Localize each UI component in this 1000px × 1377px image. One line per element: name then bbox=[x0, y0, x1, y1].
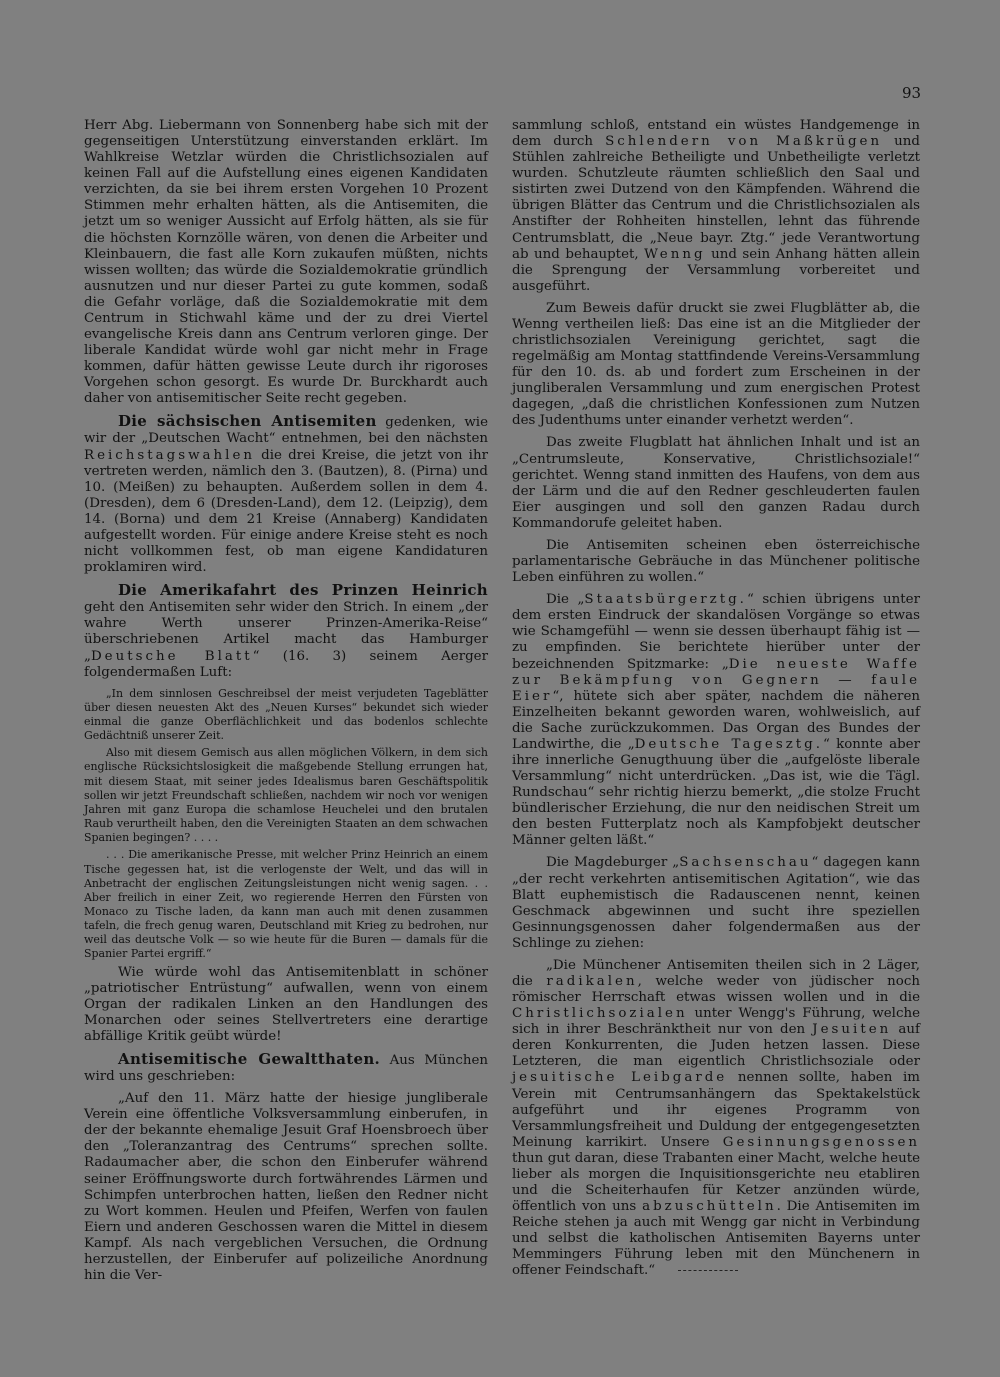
paragraph-prince-heinrich: Die Amerikafahrt des Prinzen Heinrich geht den Antisemiten sehr wider den Strich. In einem „der wahre Werth unserer Prinzen-Amerika-Reise“ überschriebenen Artikel macht das Hamburger „Deutsche Blatt“ (16. 3) seinem Aerger folgendermaßen Luft: bbox=[84, 581, 488, 680]
paragraph-austrian-customs: Die Antisemiten scheinen eben österreichische parlamentarische Gebräuche in das Münchener politische Leben einführen zu wollen.“ bbox=[512, 537, 920, 586]
paragraph-munich-antisemites: „Die Münchener Antisemiten theilen sich in 2 Läger, die radikalen, welche weder von jüdischer noch römischer Herrschaft etwas wissen wollen und in die Christlichsozialen unter Wengg's Führung, welche sich in ihrer Beschränktheit nur von den Jesuiten auf deren Konkurrenten, die Juden hetzen lassen. Diese Letzteren, die man eigentlich Christlichsoziale oder jesuitische Leibgarde nennen sollte, haben im Verein mit Centrumsanhängern das Spektakelstück aufgeführt und ihr eigenes Programm von Versammlungsfreiheit und Duldung der entgegengesetzten Meinung karrikirt. Unsere Gesinnungsgenossen thun gut daran, diese Trabanten einer Macht, welche heute lieber als morgen die Inquisitionsgerichte neu etabliren und die Scheiterhaufen für Ketzer anzünden würde, öffentlich von uns abzuschütteln. Die Antisemiten im Reiche stehen ja auch mit Wengg gar nicht in Verbindung und selbst die katholischen Antisemiten Bayerns unter Memmingers Führung leben mit den Münchenern in offener Feindschaft.“ bbox=[512, 957, 920, 1279]
section-heading: Die Amerikafahrt des Prinzen Heinrich bbox=[118, 581, 488, 600]
right-column bbox=[512, 118, 920, 1285]
paragraph-sachsenschau: Die Magdeburger „Sachsenschau“ dagegen kann „der recht verkehrten antisemitischen Agitation“, wie das Blatt euphemistisch die Radauscenen nennt, keinen Geschmack abgewinnen und sucht ihre speziellen Gesinnungsgenossen daher folgendermaßen aus der Schlinge zu ziehen: bbox=[512, 855, 920, 951]
paragraph-leaflets: Zum Beweis dafür druckt sie zwei Flugblätter ab, die Wenng vertheilen ließ: Das eine ist an die Mitglieder der christlichsozialen Vereinigung gerichtet, sagt die regelmäßig am Montag stattfindende Vereins-Versammlung für den 10. ds. ab und fordert zum Erscheinen in der jungliberalen Versammlung und zum energischen Protest dagegen, „daß die christlichen Konfessionen zum Nutzen des Judenthums unter einander verhetzt werden“. bbox=[512, 300, 920, 429]
paragraph-violence: Antisemitische Gewaltthaten. Aus München wird uns geschrieben: bbox=[84, 1050, 488, 1085]
section-heading: Die sächsischen Antisemiten bbox=[118, 412, 377, 431]
left-column bbox=[84, 118, 488, 1290]
quote-paragraph: „In dem sinnlosen Geschreibsel der meist verjudeten Tageblätter über diesen neuesten Akt des „Neuen Kurses“ bekundet sich wieder einmal die ganze Oberflächlichkeit und das bodenlos schlechte Gedächtniß unserer Zeit. bbox=[84, 686, 488, 743]
paragraph-munich-report: „Auf den 11. März hatte der hiesige jungliberale Verein eine öffentliche Volksversammlung einberufen, in der der bekannte ehemalige Jesuit Graf Hoensbroech über den „Toleranzantrag des Centrums“ sprechen sollte. Radaumacher aber, die schon den Einberufer während seiner Eröffnungsworte durch fortwährendes Lärmen und Schimpfen unterbrochen hatten, ließen den Redner nicht zu Wort kommen. Heulen und Pfeifen, Werfen von faulen Eiern und anderen Geschossen waren die Mittel in diesem Kampf. Als nach vergeblichen Versuchen, die Ordnung herzustellen, der Einberufer auf polizeiliche Anordnung hin die Ver- bbox=[84, 1091, 488, 1284]
paragraph-saxon-antisemites: Die sächsischen Antisemiten gedenken, wie wir der „Deutschen Wacht“ entnehmen, bei den nächsten Reichstagswahlen die drei Kreise, die jetzt von ihr vertreten werden, nämlich den 3. (Bautzen), 8. (Pirna) und 10. (Meißen) zu behaupten. Außerdem sollen in dem 4. (Dresden), dem 6 (Dresden-Land), dem 12. (Leipzig), dem 14. (Borna) und dem 21 Kreise (Annaberg) Kandidaten aufgestellt worden. Für einige andere Kreise steht es noch nicht vollkommen fest, ob man eigene Kandidaturen proklamiren wird. bbox=[84, 412, 488, 576]
end-rule bbox=[678, 1270, 738, 1271]
quote-paragraph: Also mit diesem Gemisch aus allen möglichen Völkern, in dem sich englische Rücksichtslosigkeit die maßgebende Stellung errungen hat, mit diesem Staat, mit seiner jedes Idealismus baren Geschäftspolitik sollen wir jetzt Freundschaft schließen, nachdem wir noch vor wenigen Jahren mit ganz Europa die schamlose Heuchelei und den brutalen Raub verurtheilt haben, den die Vereinigten Staaten an dem schwachen Spanien begingen? . . . . bbox=[84, 746, 488, 845]
paragraph-staatsbuerger: Die „Staatsbürgerztg.“ schien übrigens unter dem ersten Eindruck der skandalösen Vorgänge so etwas wie Schamgefühl — wenn sie dessen überhaupt fähig ist — zu empfinden. Sie berichtete hierüber unter der bezeichnenden Spitzmarke: „Die neueste Waffe zur Bekämpfung von Gegnern — faule Eier“, hütete sich aber später, nachdem die näheren Einzelheiten bekannt geworden waren, wohlweislich, auf die Sache zurückzukommen. Das Organ des Bundes der Landwirthe, die „Deutsche Tagesztg.“ konnte aber ihre innerliche Genugthuung über die „aufgelöste liberale Versammlung“ nicht unterdrücken. „Das ist, wie die Tägl. Rundschau“ sehr richtig hierzu bemerkt, „die stolze Frucht bündlerischer Erziehung, die nur den neidischen Streit um den besten Futterplatz noch als Kampfobjekt deutscher Männer gelten läßt.“ bbox=[512, 592, 920, 849]
quote-paragraph: . . . Die amerikanische Presse, mit welcher Prinz Heinrich an einem Tische gegessen hat, ist die verlogenste der Welt, und das will in Anbetracht der englischen Zeitungsleistungen nicht wenig sagen. . . Aber freilich in einer Zeit, wo regierende Herren den Fürsten von Monaco zu Tische laden, da kann man auch mit denen zusammen tafeln, die frech genug waren, Deutschland mit Krieg zu bedrohen, nur weil das deutsche Volk — so wie heute für die Buren — damals für die Spanier Partei ergriff.“ bbox=[84, 848, 488, 961]
page-number: 93 bbox=[902, 84, 922, 102]
paragraph-patriotic: Wie würde wohl das Antisemitenblatt in schöner „patriotischer Entrüstung“ aufwallen, wenn von einem Organ der radikalen Linken an den Handlungen des Monarchen oder seines Stellvertreters eine derartige abfällige Kritik geübt würde! bbox=[84, 964, 488, 1044]
paragraph-continuation: sammlung schloß, entstand ein wüstes Handgemenge in dem durch Schlendern von Maßkrügen und Stühlen zahlreiche Betheiligte und Unbetheiligte verletzt wurden. Schutzleute räumten schließlich den Saal und sistirten zwei Dutzend von den Kämpfenden. Während die übrigen Blätter das Centrum und die Christlichsozialen als Anstifter der Rohheiten hinstellen, lehnt das führende Centrumsblatt, die „Neue bayr. Ztg.“ jede Verantwortung ab und behauptet, Wenng und sein Anhang hätten allein die Sprengung der Versammlung vorbereitet und ausgeführt. bbox=[512, 118, 921, 294]
paragraph-second-leaflet: Das zweite Flugblatt hat ähnlichen Inhalt und ist an „Centrumsleute, Konservative, Christlichsoziale!“ gerichtet. Wenng stand inmitten des Haufens, von dem aus der Lärm und die auf den Redner geschleuderten faulen Eier ausgingen und soll den ganzen Radau durch Kommandorufe geleitet haben. bbox=[512, 435, 920, 531]
section-heading: Antisemitische Gewaltthaten. bbox=[118, 1050, 381, 1069]
paragraph-wetzlar: Herr Abg. Liebermann von Sonnenberg habe sich mit der gegenseitigen Unterstützung einverstanden erklärt. Im Wahlkreise Wetzlar würden die Christlichsozialen auf keinen Fall auf die Aufstellung eines eigenen Kandidaten verzichten, da sie bei ihrem ersten Vorgehen 10 Prozent Stimmen mehr erhalten hätten, als die Antisemiten, die jetzt um so weniger Aussicht auf Erfolg hätten, als sie für die höchsten Kornzölle wären, von denen die Arbeiter und Kleinbauern, die fast alle Korn zukaufen müßten, nichts wissen wollten; das würde die Sozialdemokratie gründlich ausnutzen und nur dieser Partei zu gute kommen, sodaß die Gefahr vorläge, daß die Sozialdemokratie mit dem Centrum in Stichwahl käme und der zu drei Viertel evangelische Kreis dann ans Centrum verloren ginge. Der liberale Kandidat würde wohl gar nicht mehr in Frage kommen, dafür hätten gewisse Leute durch ihr rigoroses Vorgehen schon gesorgt. Es wurde Dr. Burckhardt auch daher von antisemitischer Seite recht gegeben. bbox=[84, 118, 488, 407]
